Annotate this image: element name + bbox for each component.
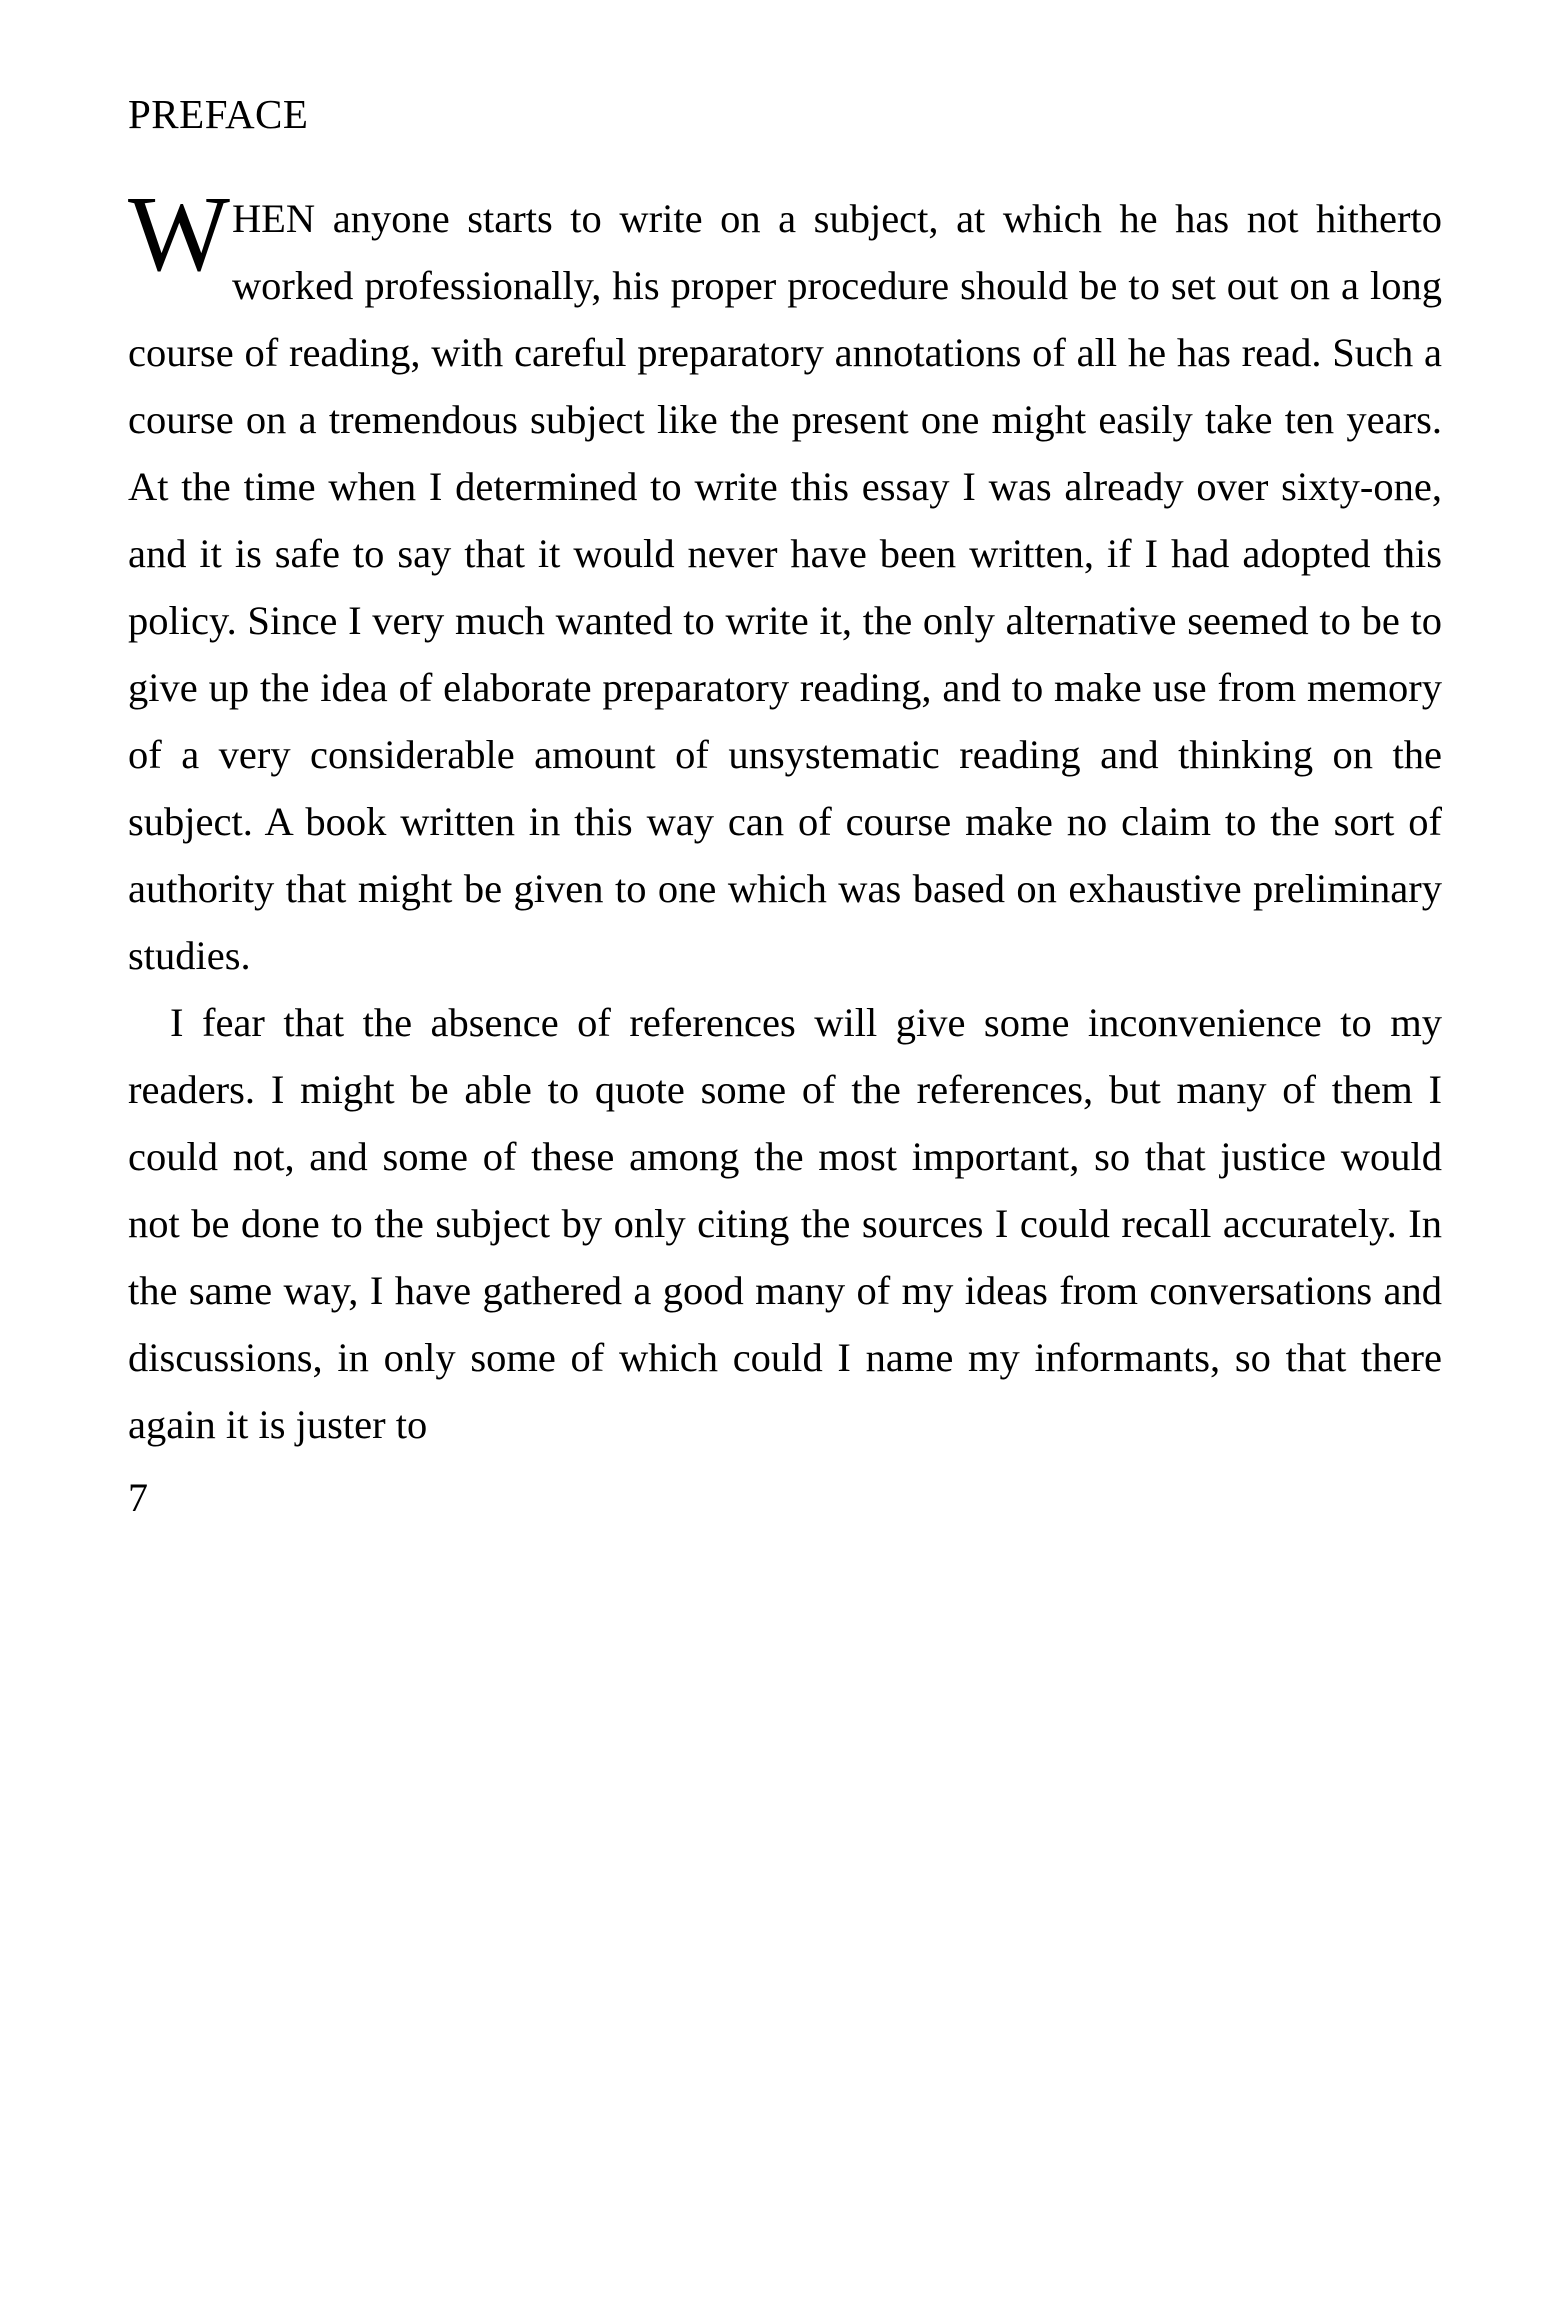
paragraph-text: HEN anyone starts to write on a subject, at which he has not hitherto worked professionally, his proper procedure should be to set out on a long course of reading, with careful preparatory annotations of all he has read. Such a course on a tremendous subject like the present one might easily take ten years. At the time when I determined to write this essay I was already over sixty-one, and it is safe to say that it would never have been written, if I had adopted this policy. Since I very much wanted to write it, the only alternative seemed to be to give up the idea of elaborate preparatory reading, and to make use from memory of a very considerable amount of unsystematic reading and thinking on the subject. A book written in this way can of course make no claim to the sort of authority that might be given to one which was based on exhaustive preliminary studies. xyxy=(128,196,1442,979)
page-number: 7 xyxy=(128,1475,148,1521)
page-title: PREFACE xyxy=(128,91,309,137)
drop-cap: W xyxy=(128,175,230,295)
paragraph-first xyxy=(128,175,1442,989)
paragraph-second: I fear that the absence of references will give some inconvenience to my readers. I might be able to quote some of the references, but many of them I could not, and some of these among the most important, so that justice would not be done to the subject by only citing the sources I could recall accurately. In the same way, I have gathered a good many of my ideas from conversations and discussions, in only some of which could I name my informants, so that there again it is juster to xyxy=(128,1000,1442,1448)
